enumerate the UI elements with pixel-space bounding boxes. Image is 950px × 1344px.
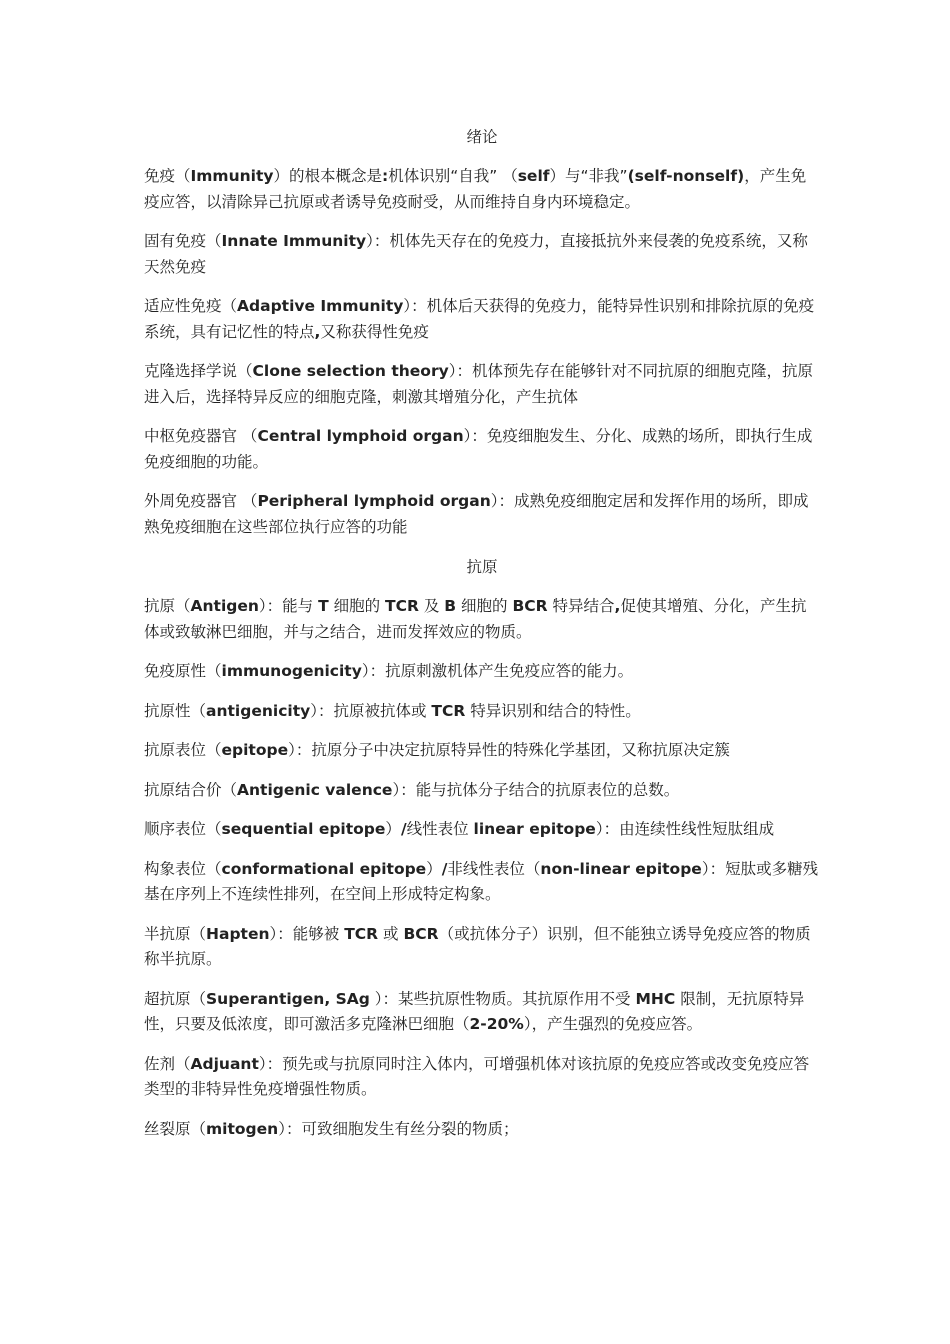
bold-term: Central lymphoid organ xyxy=(257,427,464,445)
definition-conformational-epitope: 构象表位（conformational epitope）/非线性表位（non-linear epitope）：短肽或多糖残基在序列上不连续性排列，在空间上形成特定构象。 xyxy=(144,859,819,903)
definition-hapten: 半抗原（Hapten）：能够被 TCR 或 BCR（或抗体分子）识别，但不能独立诱导免疫应答的物质称半抗原。 xyxy=(144,924,811,968)
bold-term: Antigen xyxy=(190,597,259,615)
bold-term: Adaptive Immunity xyxy=(237,297,404,315)
definition-antigenicity: 抗原性（antigenicity）：抗原被抗体或 TCR 特异识别和结合的特性。 xyxy=(144,701,641,720)
bold-term: Adjuant xyxy=(190,1054,259,1073)
document-page xyxy=(144,124,820,1156)
bold-term: , xyxy=(614,597,621,615)
bold-term: non-linear epitope xyxy=(540,859,702,878)
definition-immunity: 免疫（Immunity）的根本概念是:机体识别“自我” （self）与“非我”(self-nonself)，产生免疫应答，以清除异己抗原或者诱导免疫耐受，从而维持自身内环境稳定。 xyxy=(144,167,807,211)
definition-antigenic-valence: 抗原结合价（Antigenic valence）：能与抗体分子结合的抗原表位的总数。 xyxy=(144,780,680,799)
definition-epitope: 抗原表位（epitope）：抗原分子中决定抗原特异性的特殊化学基团，又称抗原决定簇 xyxy=(144,741,730,759)
bold-term: linear epitope xyxy=(473,820,596,838)
bold-term: antigenicity xyxy=(206,701,311,720)
bold-term: Immunity xyxy=(190,167,274,185)
bold-term: 2-20% xyxy=(469,1015,524,1033)
bold-term: self xyxy=(517,167,550,185)
bold-term: epitope xyxy=(221,741,289,759)
bold-term: sequential epitope xyxy=(221,820,386,838)
bold-term: / xyxy=(441,859,448,878)
bold-term: (self-nonself) xyxy=(627,167,745,185)
bold-term: , xyxy=(314,322,321,341)
bold-term: Innate Immunity xyxy=(221,232,367,250)
bold-term: MHC xyxy=(635,989,676,1008)
bold-term: Clone selection theory xyxy=(252,362,449,380)
bold-term: TCR xyxy=(431,701,466,720)
bold-term: Superantigen, SAg xyxy=(206,989,370,1008)
definition-adjuvant: 佐剂（Adjuant）：预先或与抗原同时注入体内，可增强机体对该抗原的免疫应答或改变免疫应答类型的非特异性免疫增强性物质。 xyxy=(144,1054,810,1098)
bold-term: BCR xyxy=(512,597,548,615)
bold-term: mitogen xyxy=(206,1119,279,1138)
section-heading-antigen: 抗原 xyxy=(466,558,498,576)
definition-clone-selection: 克隆选择学说（Clone selection theory）：机体预先存在能够针对不同抗原的细胞克隆，抗原进入后，选择特异反应的细胞克隆，刺激其增殖分化，产生抗体 xyxy=(144,362,813,406)
bold-term: B xyxy=(444,597,457,615)
bold-term: immunogenicity xyxy=(221,662,362,680)
definition-sequential-epitope: 顺序表位（sequential epitope）/线性表位 linear epitope）：由连续性线性短肽组成 xyxy=(144,820,775,838)
section-heading-intro: 绪论 xyxy=(466,128,498,146)
bold-term: : xyxy=(382,167,389,185)
definition-immunogenicity: 免疫原性（immunogenicity）：抗原刺激机体产生免疫应答的能力。 xyxy=(144,662,634,680)
bold-term: Hapten xyxy=(206,924,270,943)
bold-term: TCR xyxy=(385,597,419,615)
bold-term: / xyxy=(400,820,407,838)
bold-term: conformational epitope xyxy=(221,859,427,878)
definition-mitogen: 丝裂原（mitogen）：可致细胞发生有丝分裂的物质； xyxy=(144,1119,519,1138)
definition-adaptive-immunity: 适应性免疫（Adaptive Immunity）：机体后天获得的免疫力，能特异性识别和排除抗原的免疫系统，具有记忆性的特点,又称获得性免疫 xyxy=(144,297,815,341)
definition-innate-immunity: 固有免疫（Innate Immunity）：机体先天存在的免疫力，直接抵抗外来侵袭的免疫系统，又称天然免疫 xyxy=(144,232,808,276)
bold-term: T xyxy=(318,597,329,615)
bold-term: TCR xyxy=(344,924,379,943)
definition-antigen: 抗原（Antigen）：能与 T 细胞的 TCR 及 B 细胞的 BCR 特异结合,促使其增殖、分化，产生抗体或致敏淋巴细胞，并与之结合，进而发挥效应的物质。 xyxy=(144,597,807,641)
definition-central-lymphoid-organ: 中枢免疫器官 （Central lymphoid organ）：免疫细胞发生、分化、成熟的场所，即执行生成免疫细胞的功能。 xyxy=(144,427,813,471)
definition-peripheral-lymphoid-organ: 外周免疫器官 （Peripheral lymphoid organ）：成熟免疫细胞定居和发挥作用的场所，即成熟免疫细胞在这些部位执行应答的功能 xyxy=(144,492,809,536)
bold-term: BCR xyxy=(403,924,439,943)
bold-term: Peripheral lymphoid organ xyxy=(257,492,491,510)
bold-term: Antigenic valence xyxy=(237,780,393,799)
definition-superantigen: 超抗原（Superantigen, SAg ）：某些抗原性物质。其抗原作用不受 MHC 限制，无抗原特异性，只要及低浓度，即可激活多克隆淋巴细胞（2-20%），产生强烈的免疫应答。 xyxy=(144,989,805,1033)
